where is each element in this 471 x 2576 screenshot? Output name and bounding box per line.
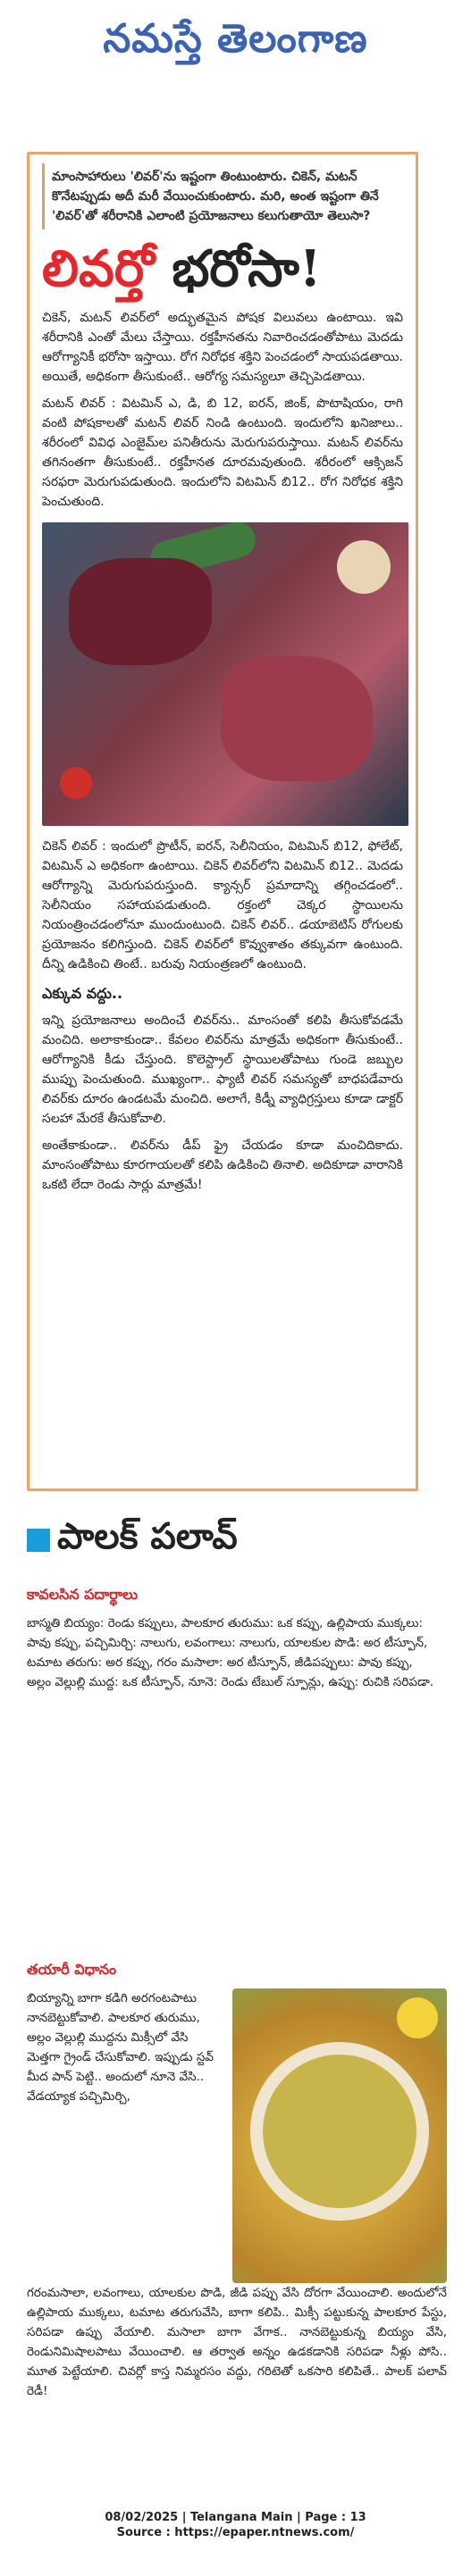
footer-date-line: 08/02/2025 | Telangana Main | Page : 13 [105, 2511, 366, 2524]
ingredients-section [27, 1580, 447, 1955]
onion [337, 540, 391, 594]
article-para-5: అంతేకాకుండా.. లివర్‌ను డీప్ ఫ్రై చేయడం కూడా మంచిదికాదు. మాంసంతోపాటు కూరగాయలతో కలిపి ఉడికించి తినాలి. అదికూడా వారానికి ఒకటి లేదా రెండు సార్లు మాత్రమే! [42, 1138, 403, 1192]
article-subheading: ఎక్కువ వద్దు.. [42, 985, 123, 1002]
recipe-title-text: పాలక్ పలావ్ [57, 1514, 238, 1557]
liver-photo [42, 522, 408, 826]
palak-pulao-photo [232, 1988, 447, 2283]
method-heading: తయారీ విధానం [27, 1961, 117, 1978]
recipe-title [27, 1509, 447, 1571]
bowl [250, 2042, 429, 2221]
liver-piece [69, 558, 212, 665]
page-footer [0, 2509, 471, 2563]
tomato [60, 767, 92, 799]
lemon [397, 1997, 438, 2038]
headline-red: లివర్ [42, 239, 155, 298]
recipe-title-marker [27, 1529, 50, 1552]
ingredients-line: అల్లం వెల్లుల్లి ముద్ద: ఒక టీస్పూన్, నూనె: రెండు టేబుల్ స్పూన్లు, ఉప్పు: రుచికి సరిపడా. [27, 1675, 434, 1689]
ingredients-heading: కావలసిన పదార్థాలు [27, 1586, 139, 1603]
liver-piece [221, 656, 373, 781]
footer-source-line: Source : https://epaper.ntnews.com/ [116, 2526, 355, 2539]
article-para-1: చికెన్, మటన్ లివర్‌లో అద్భుతమైన పోషక విలువలు ఉంటాయి. ఇవి శరీరానికి ఎంతో మేలు చేస్తాయి. రక్తహీనతను నివారించడంతోపాటు మెదడు ఆరోగ్యానికీ భరోసా ఇస్తాయి. రోగ నిరోధక శక్తిని పెంచడంలో సాయపడతాయి. అయితే, అధికంగా తీసుకుంటే.. ఆరోగ్య సమస్యలూ తెచ్చిపెడతాయి. [42, 311, 403, 384]
masthead [0, 0, 471, 134]
method-left-text: బియ్యాన్ని బాగా కడిగి అరగంటపాటు నానబెట్టుకోవాలి. పాలకూర తురుము, అల్లం వెల్లుల్లి ముద్దను మిక్సీలో వేసి మెత్తగా గ్రైండ్ చేసుకోవాలి. ఇప్పుడు స్టవ్ మీద పాన్ పెట్టి.. అందులో నూనె వేసి.. వేడయ్యాక పచ్చిమిర్చి, [27, 1991, 214, 2104]
masthead-title: నమస్తే తెలంగాణ [103, 16, 368, 62]
article-headline [42, 240, 403, 297]
article-para-2: మటన్ లివర్ : విటమిన్ ఎ, డి, బి 12, ఐరన్, జింక్, పొటాషియం, రాగి వంటి పోషకాలతో మటన్ లివర్ నిండి ఉంటుంది. ఇందులోని ఖనిజాలు.. శరీరంలో వివిధ ఎంజైమ్‌ల పనితీరును మెరుగుపరుస్తాయి. మటన్ లివర్‌ను తగినంతగా తీసుకుంటే.. రక్తహీనత దూరమవుతుంది. శరీరంలో ఆక్సిజన్ సరఫరా మెరుగుపడుతుంది. ఇందులోని విటమిన్ బి12.. రోగ నిరోధక శక్తిని పెంచుతుంది. [42, 396, 403, 509]
article-para-3: చికెన్ లివర్ : ఇందులో ప్రొటీన్, ఐరన్, సెలీనియం, విటమిన్ బి12, ఫోలేట్, విటమిన్ ఎ అధికంగా ఉంటాయి. చికెన్ లివర్‌లోని విటమిన్ బి12.. మెదడు ఆరోగ్యాన్ని మెరుగుపరుస్తుంది. క్యాన్సర్ ప్రమాదాన్ని తగ్గించడంలో.. సెలీనియం సహాయపడుతుంది. రక్తంలో చెక్కర స్థాయిలను నియంత్రించడంలోనూ ముందుంటుంది. చికెన్ లివర్.. డయాబెటిస్ రోగులకు ప్రయోజనం కలిగిస్తుంది. చికెన్ లివర్‌లో కొవ్వుశాతం తక్కువగా ఉంటుంది. దీన్ని ఉడికించి తింటే.. బరువు నియంత్రణలో ఉంటుంది. [42, 839, 403, 971]
headline-black: తో భరోసా! [154, 239, 322, 298]
article-intro: మాంసాహారులు 'లివర్'ను ఇష్టంగా తింటుంటారు. చికెన్, మటన్ కొనేటప్పుడు అదీ మరీ వేయించుకుంటారు. మరి, అంత ఇష్టంగా తినే 'లివర్'తో శరీరానికి ఎలాంటి ప్రయోజనాలు కలుగుతాయో తెలుసా? [42, 163, 403, 229]
article-para-4: ఇన్ని ప్రయోజనాలు అందించే లివర్‌ను.. మాంసంతో కలిపి తీసుకోవడమే మంచిది. అలాకాకుండా.. కేవలం లివర్‌ను మాత్రమే అధికంగా తీసుకుంటే.. ఆరోగ్యానికి కీడు చేస్తుంది. కొలెస్ట్రాల్ స్థాయిలతోపాటు గుండె జబ్బుల ముప్పు పెంచుతుంది. ముఖ్యంగా.. ఫ్యాటీ లివర్ సమస్యతో బాధపడేవారు లివర్‌కు దూరం ఉండటమే మంచిది. అలాగే, కిడ్నీ వ్యాధిగ్రస్తులు కూడా డాక్టర్ సలహా మేరకే తీసుకోవాలి. [42, 1013, 403, 1126]
article-box [27, 152, 418, 1491]
ingredients-line: బాస్మతి బియ్యం: రెండు కప్పులు, పాలకూర తురుము: ఒక కప్పు, ఉల్లిపాయ ముక్కలు: పావు కప్పు, పచ్చిమిర్చి: నాలుగు, లవంగాలు: నాలుగు, యాలకుల పొడి: అర టీస్పూన్, టమాట తరుగు: అర కప్పు, గరం మసాలా: అర టీస్పూన్, జీడిపప్పులు: పావు కప్పు, [27, 1616, 428, 1670]
method-text: గరంమసాలా, లవంగాలు, యాలకుల పొడి, జీడి పప్పు వేసి దోరగా వేయించాలి. అందులోనే ఉల్లిపాయ ముక్కలు, టమాట తరుగువేసి, బాగా కలిపి.. మిక్సీ పట్టుకున్న పాలకూర పేస్టు, సరిపడా ఉప్పు వేయాలి. మసాలా బాగా వేగాక.. నానబెట్టుకున్న బియ్యం వేసి, రెండునిమిషాలపాటు వేయించాలి. ఆ తర్వాత అన్నం ఉడకడానికి సరిపడా నీళ్లు పోసి.. మూత పెట్టేయాలి. చివర్లో కాస్త నిమ్మరసం వద్దు, గరిటెతో ఒకసారి కలిపితే.. పాలక్ పలావ్ రెడీ! [27, 2286, 447, 2398]
method-section [27, 1955, 447, 2482]
